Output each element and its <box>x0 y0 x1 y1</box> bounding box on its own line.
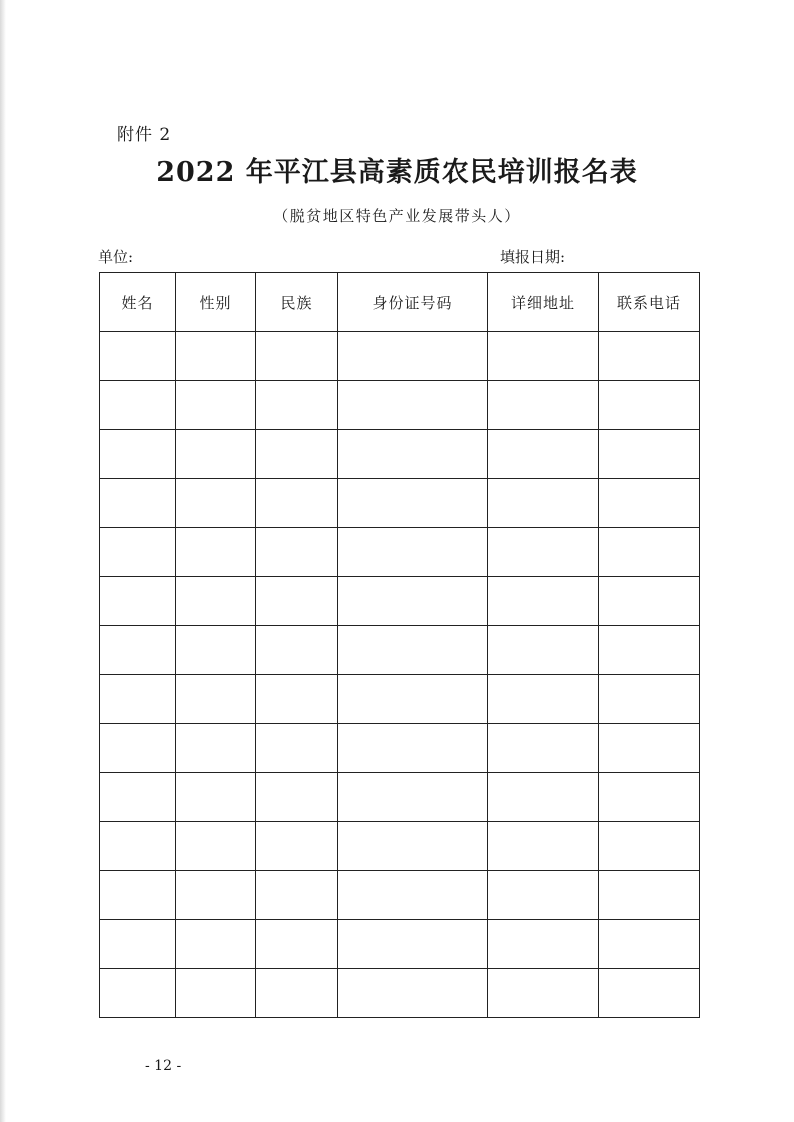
table-row <box>100 724 700 773</box>
table-cell[interactable] <box>176 871 256 920</box>
table-cell[interactable] <box>338 969 488 1018</box>
table-cell[interactable] <box>100 430 176 479</box>
table-cell[interactable] <box>256 675 338 724</box>
table-cell[interactable] <box>176 626 256 675</box>
table-cell[interactable] <box>488 724 599 773</box>
table-cell[interactable] <box>256 773 338 822</box>
table-cell[interactable] <box>599 528 700 577</box>
table-cell[interactable] <box>488 332 599 381</box>
table-row <box>100 822 700 871</box>
table-cell[interactable] <box>100 381 176 430</box>
table-cell[interactable] <box>599 479 700 528</box>
table-row <box>100 871 700 920</box>
table-cell[interactable] <box>488 871 599 920</box>
table-cell[interactable] <box>338 479 488 528</box>
table-row <box>100 920 700 969</box>
table-row <box>100 430 700 479</box>
table-cell[interactable] <box>256 871 338 920</box>
table-cell[interactable] <box>176 332 256 381</box>
table-cell[interactable] <box>176 577 256 626</box>
table-cell[interactable] <box>338 577 488 626</box>
table-cell[interactable] <box>100 675 176 724</box>
table-cell[interactable] <box>256 626 338 675</box>
table-cell[interactable] <box>100 479 176 528</box>
table-cell[interactable] <box>100 822 176 871</box>
table-cell[interactable] <box>599 724 700 773</box>
table-cell[interactable] <box>176 920 256 969</box>
table-cell[interactable] <box>488 626 599 675</box>
table-cell[interactable] <box>599 381 700 430</box>
table-cell[interactable] <box>488 773 599 822</box>
table-row <box>100 479 700 528</box>
table-cell[interactable] <box>176 528 256 577</box>
table-cell[interactable] <box>599 332 700 381</box>
table-cell[interactable] <box>338 822 488 871</box>
page-title: 2022 年平江县高素质农民培训报名表 <box>156 157 638 188</box>
table-row <box>100 626 700 675</box>
table-cell[interactable] <box>176 822 256 871</box>
table-row <box>100 577 700 626</box>
table-cell[interactable] <box>256 724 338 773</box>
table-cell[interactable] <box>599 920 700 969</box>
table-cell[interactable] <box>338 381 488 430</box>
table-cell[interactable] <box>599 430 700 479</box>
table-cell[interactable] <box>338 626 488 675</box>
table-cell[interactable] <box>488 969 599 1018</box>
page-number: - 12 - <box>145 1058 182 1074</box>
table-row <box>100 528 700 577</box>
table-cell[interactable] <box>100 773 176 822</box>
table-cell[interactable] <box>256 577 338 626</box>
table-cell[interactable] <box>256 969 338 1018</box>
table-cell[interactable] <box>100 528 176 577</box>
table-cell[interactable] <box>176 724 256 773</box>
table-cell[interactable] <box>599 969 700 1018</box>
table-row <box>100 381 700 430</box>
table-cell[interactable] <box>338 430 488 479</box>
table-cell[interactable] <box>599 773 700 822</box>
table-cell[interactable] <box>338 724 488 773</box>
table-cell[interactable] <box>338 528 488 577</box>
table-cell[interactable] <box>338 871 488 920</box>
table-cell[interactable] <box>599 822 700 871</box>
header-phone: 联系电话 <box>599 273 700 332</box>
table-cell[interactable] <box>100 577 176 626</box>
table-cell[interactable] <box>256 430 338 479</box>
header-gender: 性别 <box>176 273 256 332</box>
header-name: 姓名 <box>100 273 176 332</box>
table-cell[interactable] <box>256 381 338 430</box>
table-row <box>100 773 700 822</box>
table-header-row <box>100 273 700 332</box>
table-cell[interactable] <box>256 332 338 381</box>
unit-label: 单位: <box>98 248 134 266</box>
table-cell[interactable] <box>599 626 700 675</box>
table-cell[interactable] <box>100 724 176 773</box>
table-cell[interactable] <box>176 675 256 724</box>
table-cell[interactable] <box>100 332 176 381</box>
table-cell[interactable] <box>338 773 488 822</box>
page-subtitle: （脱贫地区特色产业发展带头人） <box>273 207 521 225</box>
table-body <box>100 332 700 1018</box>
table-row <box>100 675 700 724</box>
table-cell[interactable] <box>488 528 599 577</box>
fill-date-label: 填报日期: <box>500 248 566 266</box>
table-cell[interactable] <box>256 528 338 577</box>
table-cell[interactable] <box>488 822 599 871</box>
table-row <box>100 332 700 381</box>
table-cell[interactable] <box>488 430 599 479</box>
table-cell[interactable] <box>338 332 488 381</box>
table-cell[interactable] <box>488 479 599 528</box>
table-cell[interactable] <box>100 871 176 920</box>
table-cell[interactable] <box>256 822 338 871</box>
table-cell[interactable] <box>176 381 256 430</box>
table-cell[interactable] <box>176 773 256 822</box>
table-cell[interactable] <box>599 577 700 626</box>
table-cell[interactable] <box>599 675 700 724</box>
header-id-number: 身份证号码 <box>338 273 488 332</box>
table-cell[interactable] <box>488 920 599 969</box>
registration-table <box>99 272 700 1018</box>
table-cell[interactable] <box>100 969 176 1018</box>
table-cell[interactable] <box>488 381 599 430</box>
header-address: 详细地址 <box>488 273 599 332</box>
table-cell[interactable] <box>176 479 256 528</box>
table-cell[interactable] <box>488 675 599 724</box>
table-cell[interactable] <box>599 871 700 920</box>
table-row <box>100 969 700 1018</box>
table-cell[interactable] <box>488 577 599 626</box>
header-ethnicity: 民族 <box>256 273 338 332</box>
table-cell[interactable] <box>338 920 488 969</box>
table-cell[interactable] <box>100 626 176 675</box>
table-cell[interactable] <box>100 920 176 969</box>
table-cell[interactable] <box>256 920 338 969</box>
attachment-label: 附件 2 <box>117 125 172 145</box>
table-cell[interactable] <box>176 430 256 479</box>
table-cell[interactable] <box>176 969 256 1018</box>
table-cell[interactable] <box>256 479 338 528</box>
table-cell[interactable] <box>338 675 488 724</box>
